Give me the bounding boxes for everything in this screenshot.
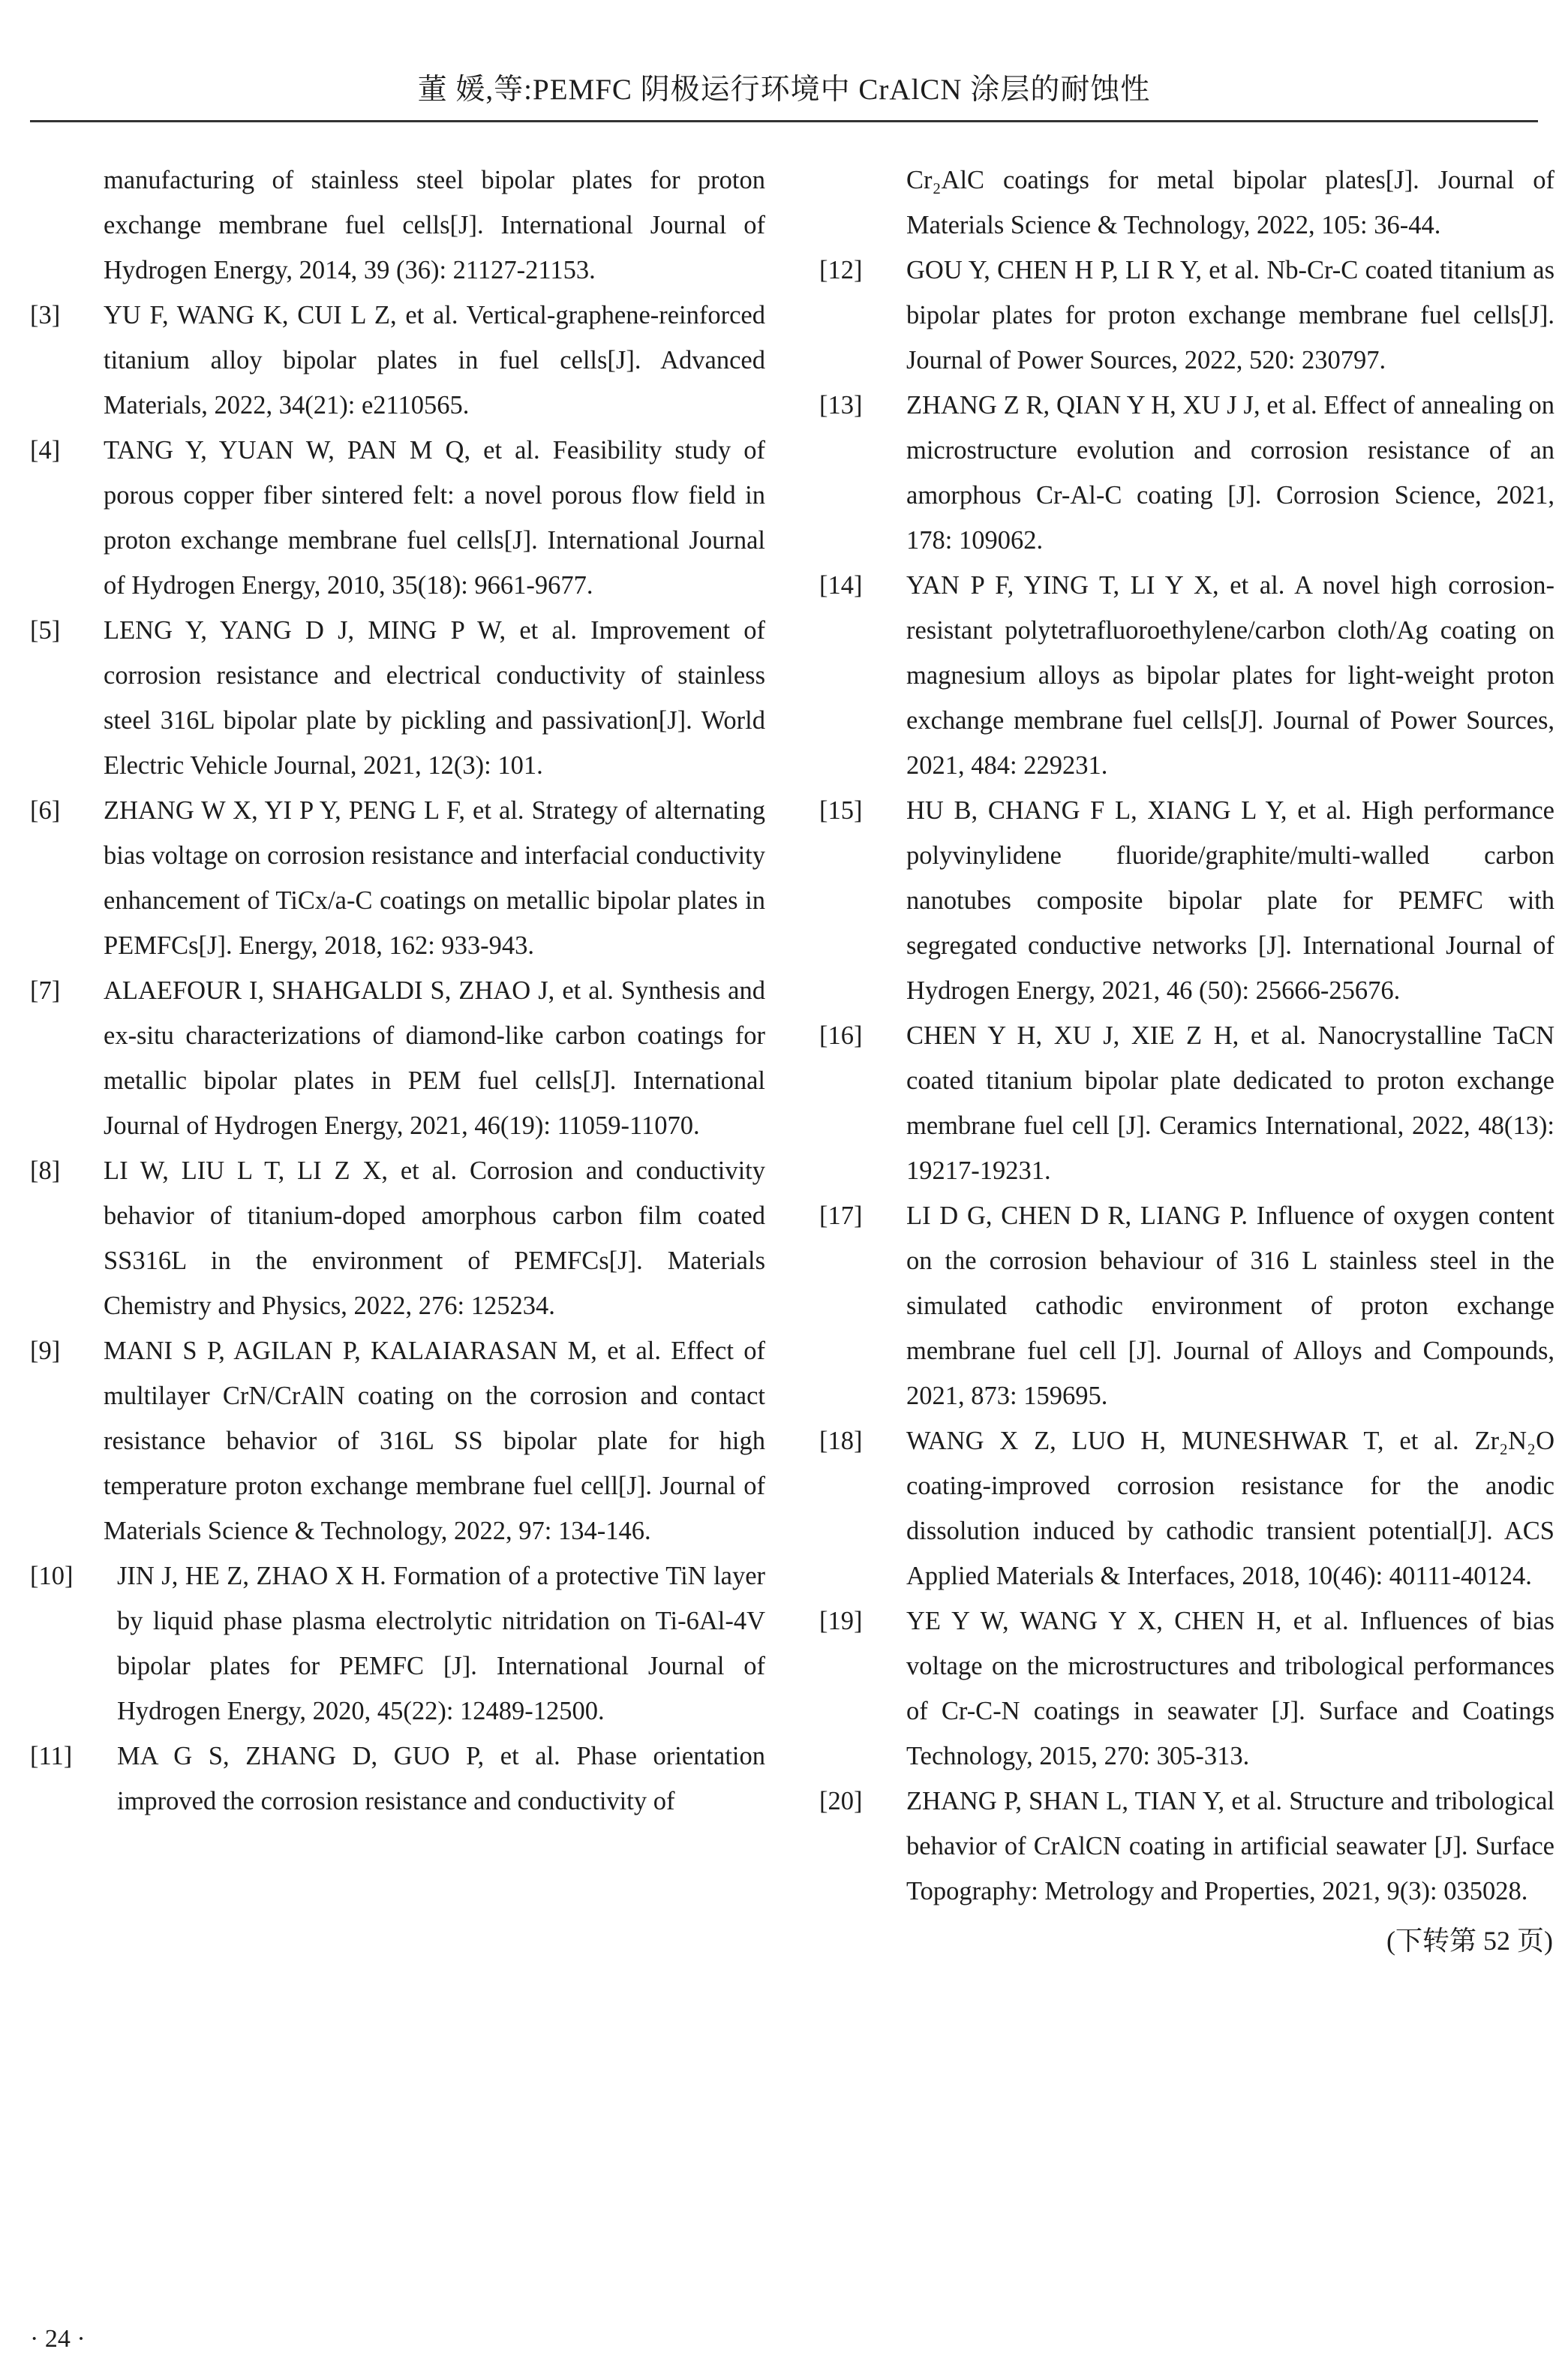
reference-text: GOU Y, CHEN H P, LI R Y, et al. Nb-Cr-C coated titanium as bipolar plates for proton exchange membrane fuel cells[J]. Journal of Power Sources, 2022, 520: 230797. <box>906 256 1554 374</box>
left-column <box>30 158 765 1824</box>
reference-17 <box>819 1193 1554 1418</box>
reference-number: [12] <box>819 256 863 284</box>
reference-6 <box>30 788 765 968</box>
reference-13 <box>819 383 1554 563</box>
reference-8 <box>30 1148 765 1328</box>
reference-text: MA G S, ZHANG D, GUO P, et al. Phase orientation improved the corrosion resistance and conductivity of <box>117 1742 765 1815</box>
reference-text: LI D G, CHEN D R, LIANG P. Influence of oxygen content on the corrosion behaviour of 316 L stainless steel in the simulated cathodic environment of proton exchange membrane fuel cell [J]. Journal of Alloys and Compounds, 2021, 873: 159695. <box>906 1202 1554 1410</box>
reference-number: [15] <box>819 796 863 825</box>
reference-text: HU B, CHANG F L, XIANG L Y, et al. High performance polyvinylidene fluoride/graphite/multi-walled carbon nanotubes composite bipolar plate for PEMFC with segregated conductive networks [J]. International Journal of Hydrogen Energy, 2021, 46 (50): 25666-25676. <box>906 796 1554 1005</box>
reference-19 <box>819 1599 1554 1779</box>
reference-number: [11] <box>30 1742 73 1770</box>
reference-number: [5] <box>30 616 61 645</box>
reference-14 <box>819 563 1554 788</box>
running-header: 董 媛,等:PEMFC 阴极运行环境中 CrAlCN 涂层的耐蚀性 <box>417 74 1151 106</box>
reference-number: [4] <box>30 436 61 465</box>
reference-number: [9] <box>30 1337 61 1365</box>
continued-note: (下转第 52 页) <box>1386 1926 1553 1956</box>
reference-7 <box>30 968 765 1148</box>
reference-text: CHEN Y H, XU J, XIE Z H, et al. Nanocrystalline TaCN coated titanium bipolar plate dedicated to proton exchange membrane fuel cell [J]. Ceramics International, 2022, 48(13): 19217-19231. <box>906 1021 1554 1185</box>
reference-text: JIN J, HE Z, ZHAO X H. Formation of a protective TiN layer by liquid phase plasma electrolytic nitridation on Ti-6Al-4V bipolar plates for PEMFC [J]. International Journal of Hydrogen Energy, 2020, 45(22): 12489-12500. <box>117 1562 765 1725</box>
reference-number: [20] <box>819 1787 863 1815</box>
reference-number: [17] <box>819 1202 863 1230</box>
reference-4 <box>30 428 765 608</box>
reference-5 <box>30 608 765 788</box>
header-rule <box>30 120 1538 122</box>
reference-9 <box>30 1328 765 1553</box>
reference-text: ALAEFOUR I, SHAHGALDI S, ZHAO J, et al. Synthesis and ex-situ characterizations of diamond-like carbon coatings for metallic bipolar plates in PEM fuel cells[J]. International Journal of Hydrogen Energy, 2021, 46(19): 11059-11070. <box>104 976 765 1140</box>
reference-number: [16] <box>819 1021 863 1050</box>
reference-text: TANG Y, YUAN W, PAN M Q, et al. Feasibility study of porous copper fiber sintered felt: a novel porous flow field in proton exchange membrane fuel cells[J]. International Journal of Hydrogen Energy, 2010, 35(18): 9661-9677. <box>104 436 765 600</box>
reference-20 <box>819 1779 1554 1914</box>
reference-3 <box>30 293 765 428</box>
reference-continuation: Cr₂AlC coatings for metal bipolar plates[J]. Journal of Materials Science & Technology, 2022, 105: 36-44. <box>906 166 1554 239</box>
reference-text: LENG Y, YANG D J, MING P W, et al. Improvement of corrosion resistance and electrical conductivity of stainless steel 316L bipolar plate by pickling and passivation[J]. World Electric Vehicle Journal, 2021, 12(3): 101. <box>104 616 765 780</box>
reference-number: [3] <box>30 301 61 329</box>
reference-11 <box>30 1734 765 1824</box>
reference-continuation: manufacturing of stainless steel bipolar plates for proton exchange membrane fuel cells[J]. International Journal of Hydrogen Energy, 2014, 39 (36): 21127-21153. <box>104 166 765 284</box>
reference-16 <box>819 1013 1554 1193</box>
reference-text: ZHANG W X, YI P Y, PENG L F, et al. Strategy of alternating bias voltage on corrosion resistance and interfacial conductivity enhancement of TiCx/a-C coatings on metallic bipolar plates in PEMFCs[J]. Energy, 2018, 162: 933-943. <box>104 796 765 960</box>
reference-text: YAN P F, YING T, LI Y X, et al. A novel high corrosion-resistant polytetrafluoroethylene/carbon cloth/Ag coating on magnesium alloys as bipolar plates for light-weight proton exchange membrane fuel cells[J]. Journal of Power Sources, 2021, 484: 229231. <box>906 571 1554 780</box>
reference-number: [10] <box>30 1562 74 1590</box>
reference-text: YE Y W, WANG Y X, CHEN H, et al. Influences of bias voltage on the microstructures and tribological performances of Cr-C-N coatings in seawater [J]. Surface and Coatings Technology, 2015, 270: 305-313. <box>906 1607 1554 1770</box>
reference-number: [19] <box>819 1607 863 1635</box>
reference-text: LI W, LIU L T, LI Z X, et al. Corrosion and conductivity behavior of titanium-doped amorphous carbon film coated SS316L in the environment of PEMFCs[J]. Materials Chemistry and Physics, 2022, 276: 125234. <box>104 1156 765 1320</box>
page-number: · 24 · <box>30 2325 86 2353</box>
reference-number: [7] <box>30 976 61 1005</box>
reference-number: [6] <box>30 796 61 825</box>
right-column <box>819 158 1554 1963</box>
reference-text: ZHANG Z R, QIAN Y H, XU J J, et al. Effect of annealing on microstructure evolution and corrosion resistance of an amorphous Cr-Al-C coating [J]. Corrosion Science, 2021, 178: 109062. <box>906 391 1554 555</box>
reference-number: [18] <box>819 1427 863 1455</box>
reference-text: WANG X Z, LUO H, MUNESHWAR T, et al. Zr₂N₂O coating-improved corrosion resistance for the anodic dissolution induced by cathodic transient potential[J]. ACS Applied Materials & Interfaces, 2018, 10(46): 40111-40124. <box>906 1427 1554 1590</box>
reference-10 <box>30 1553 765 1734</box>
reference-number: [13] <box>819 391 863 420</box>
reference-text: MANI S P, AGILAN P, KALAIARASAN M, et al. Effect of multilayer CrN/CrAlN coating on the corrosion and contact resistance behavior of 316L SS bipolar plate for high temperature proton exchange membrane fuel cell[J]. Journal of Materials Science & Technology, 2022, 97: 134-146. <box>104 1337 765 1545</box>
reference-text: ZHANG P, SHAN L, TIAN Y, et al. Structure and tribological behavior of CrAlCN coating in artificial seawater [J]. Surface Topography: Metrology and Properties, 2021, 9(3): 035028. <box>906 1787 1554 1905</box>
reference-number: [14] <box>819 571 863 600</box>
reference-18 <box>819 1418 1554 1599</box>
reference-12 <box>819 248 1554 383</box>
reference-15 <box>819 788 1554 1013</box>
reference-text: YU F, WANG K, CUI L Z, et al. Vertical-graphene-reinforced titanium alloy bipolar plates in fuel cells[J]. Advanced Materials, 2022, 34(21): e2110565. <box>104 301 765 420</box>
reference-number: [8] <box>30 1156 61 1185</box>
